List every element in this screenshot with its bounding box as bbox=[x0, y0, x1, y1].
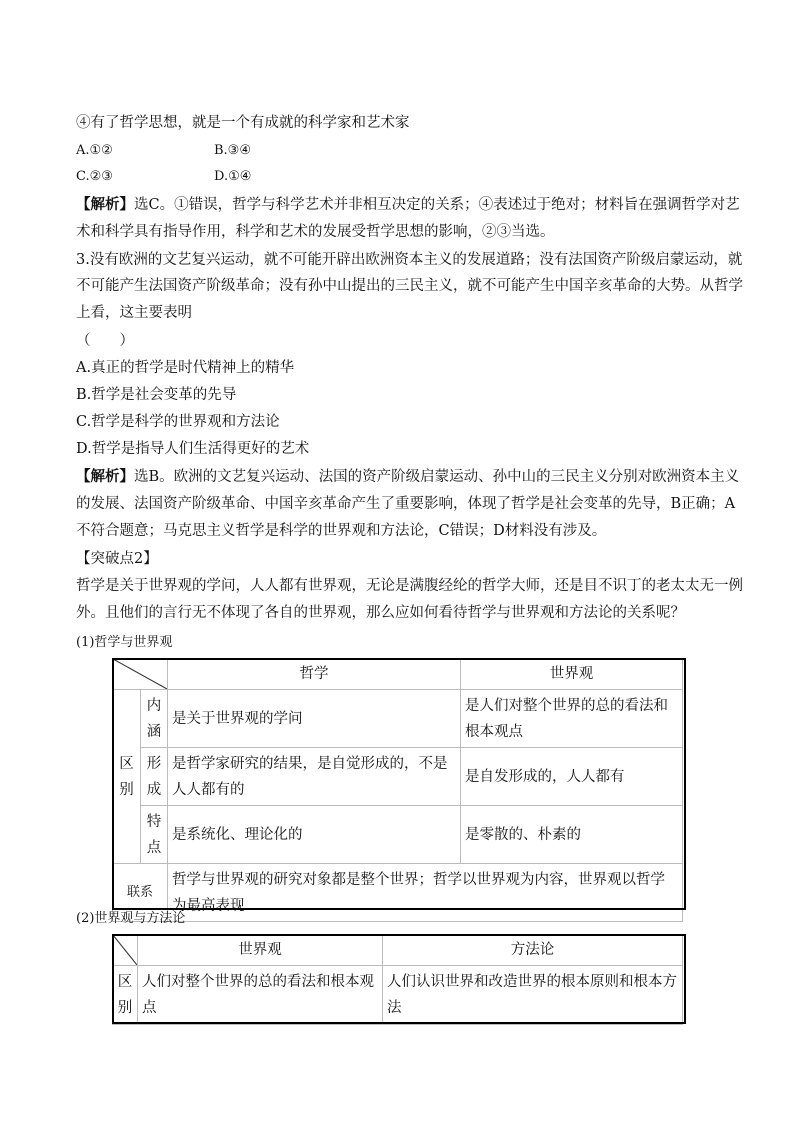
row-label-connotation: 内 涵 bbox=[141, 690, 168, 748]
question-3-option-a: A.真正的哲学是时代精神上的精华 bbox=[76, 360, 295, 376]
intro-line-2: 外。且他们的言行无不体现了各自的世界观，那么应如何看待哲学与世界观和方法论的关系呢？ bbox=[76, 605, 685, 621]
header-worldview: 世界观 bbox=[138, 935, 383, 966]
answer-1-line-1 bbox=[76, 192, 740, 218]
answer-3-text: 选B。欧洲的文艺复兴运动、法国的资产阶级启蒙运动、孙中山的三民主义分别对欧洲资本主义 bbox=[134, 469, 740, 485]
option-d: D.①④ bbox=[214, 169, 252, 184]
question-3-line-1: 3.没有欧洲的文艺复兴运动，就不可能开辟出欧洲资本主义的发展道路；没有法国资产阶级启蒙运动，就 bbox=[76, 252, 743, 268]
worldview-methodology-table bbox=[112, 934, 683, 1025]
analysis-tag: 【解析】 bbox=[76, 468, 134, 485]
answer-1-line-2: 术和科学具有指导作用，科学和艺术的发展受哲学思想的影响，②③当选。 bbox=[76, 224, 555, 240]
answer-3-line-1 bbox=[76, 464, 740, 490]
section-2-heading: (2)世界观与方法论 bbox=[76, 911, 186, 926]
analysis-tag: 【解析】 bbox=[76, 196, 134, 213]
breakpoint-heading: 【突破点2】 bbox=[76, 551, 158, 567]
row-label-feature: 特 点 bbox=[141, 806, 168, 864]
diagonal-line bbox=[113, 659, 167, 689]
diagonal-header-cell bbox=[113, 659, 168, 690]
answer-3-line-2: 的发展、法国资产阶级革命、中国辛亥革命产生了重要影响，体现了哲学是社会变革的先导，B正确；A bbox=[76, 496, 736, 512]
section-1-heading: (1)哲学与世界观 bbox=[76, 635, 173, 650]
cell-worldview-connotation: 是人们对整个世界的总的看法和根本观点 bbox=[461, 690, 683, 748]
header-philosophy: 哲学 bbox=[168, 659, 461, 690]
cell-philosophy-feature: 是系统化、理论化的 bbox=[168, 806, 461, 864]
cell-connection: 哲学与世界观的研究对象都是整个世界；哲学以世界观为内容，世界观以哲学为最高表现 bbox=[168, 864, 683, 922]
answer-3-line-3: 不符合题意；马克思主义哲学是科学的世界观和方法论，C错误；D材料没有涉及。 bbox=[76, 523, 607, 539]
diagonal-line bbox=[113, 935, 137, 965]
row-label-connection: 联系 bbox=[113, 864, 168, 922]
answer-paren: （ ） bbox=[76, 333, 134, 349]
option-b: B.③④ bbox=[214, 143, 251, 158]
option-a: A.①② bbox=[76, 143, 113, 158]
intro-line-1: 哲学是关于世界观的学问，人人都有世界观，无论是满腹经纶的哲学大师，还是目不识丁的老太太无一例 bbox=[76, 578, 743, 594]
question-3-option-c: C.哲学是科学的世界观和方法论 bbox=[76, 414, 280, 430]
question-3-line-2: 不可能产生法国资产阶级革命；没有孙中山提出的三民主义，就不可能产生中国辛亥革命的大势。从哲学 bbox=[76, 278, 743, 294]
question-line-4: ④有了哲学思想，就是一个有成就的科学家和艺术家 bbox=[76, 115, 410, 131]
group-label-difference: 区 别 bbox=[113, 690, 141, 864]
cell-philosophy-formation: 是哲学家研究的结果，是自觉形成的，不是人人都有的 bbox=[168, 748, 461, 806]
cell-worldview-difference: 人们对整个世界的总的看法和根本观点 bbox=[138, 966, 383, 1025]
row-label-difference: 区 别 bbox=[113, 966, 138, 1025]
cell-philosophy-connotation: 是关于世界观的学问 bbox=[168, 690, 461, 748]
row-label-formation: 形 成 bbox=[141, 748, 168, 806]
question-3-line-3: 上看，这主要表明 bbox=[76, 305, 192, 321]
question-3-option-d: D.哲学是指导人们生活得更好的艺术 bbox=[76, 441, 310, 457]
cell-worldview-formation: 是自发形成的，人人都有 bbox=[461, 748, 683, 806]
answer-1-text: 选C。①错误，哲学与科学艺术并非相互决定的关系；④表述过于绝对；材料旨在强调哲学对艺 bbox=[134, 197, 740, 213]
cell-methodology-difference: 人们认识世界和改造世界的根本原则和根本方法 bbox=[383, 966, 683, 1025]
philosophy-worldview-table bbox=[112, 658, 683, 922]
diagonal-header-cell bbox=[113, 935, 138, 966]
header-methodology: 方法论 bbox=[383, 935, 683, 966]
cell-worldview-feature: 是零散的、朴素的 bbox=[461, 806, 683, 864]
question-3-option-b: B.哲学是社会变革的先导 bbox=[76, 387, 237, 403]
option-c: C.②③ bbox=[76, 169, 113, 184]
header-worldview: 世界观 bbox=[461, 659, 683, 690]
